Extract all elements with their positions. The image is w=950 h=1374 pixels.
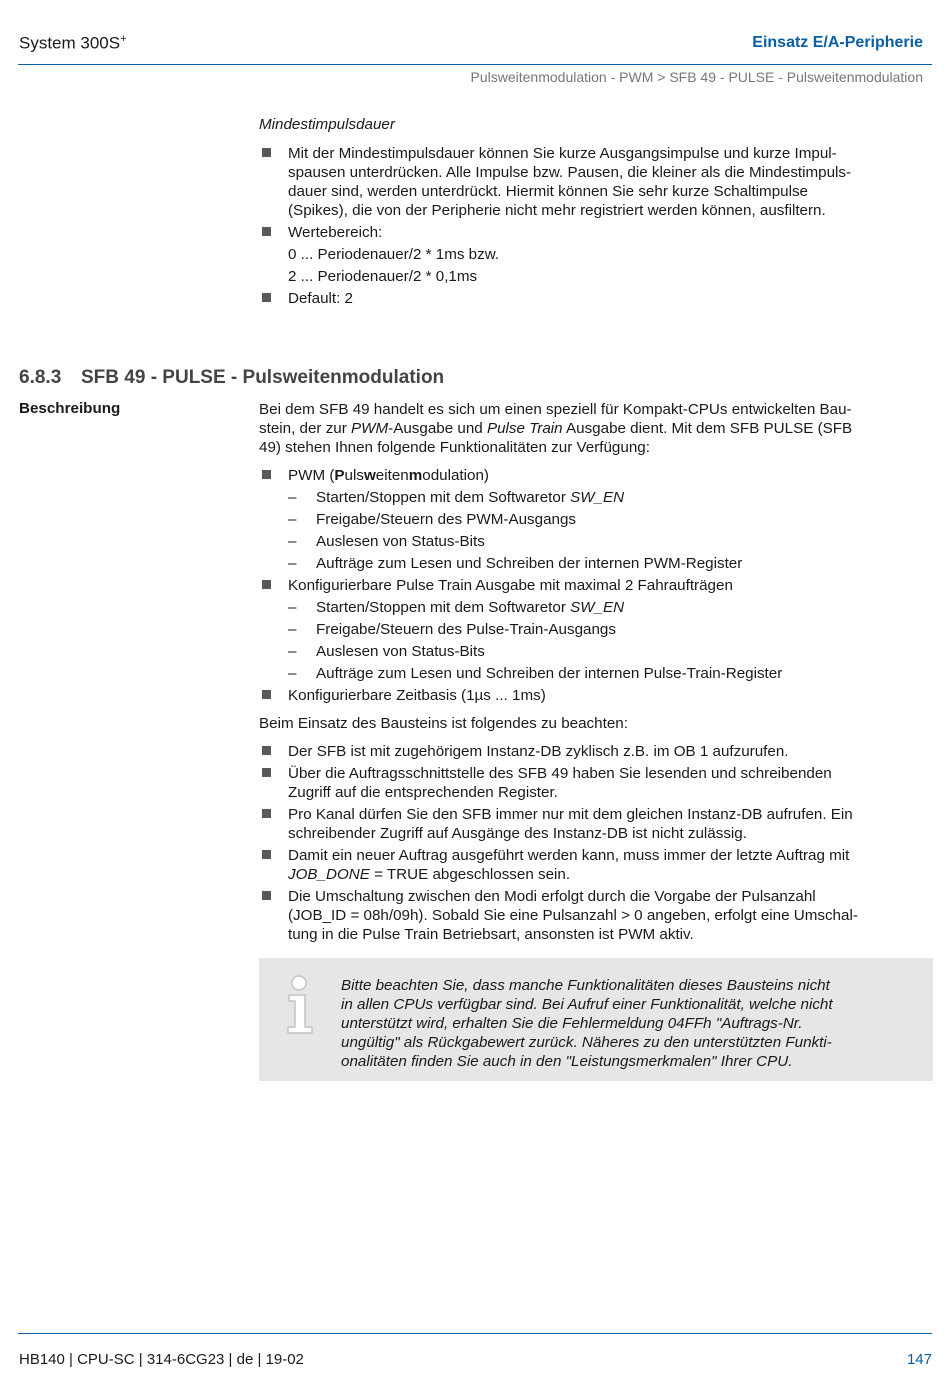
range-value: 0 ... Periodenauer/2 * 1ms bzw. [288, 246, 500, 263]
side-label: Beschreibung [19, 400, 121, 417]
bullet-item: Über die Auftragsschnittstelle des SFB 49 haben Sie lesenden und schreibenden Zugriff auf die entsprechenden Register. [259, 764, 927, 802]
notice-intro: Beim Einsatz des Bausteins ist folgendes zu beachten: [259, 715, 628, 732]
sub-item: – Aufträge zum Lesen und Schreiben der internen PWM-Register [288, 555, 743, 572]
description-block [259, 400, 927, 944]
bullet-item: Default: 2 [259, 289, 927, 308]
sub-item: – Auslesen von Status-Bits [288, 643, 485, 660]
bullet-item: Die Umschaltung zwischen den Modi erfolgt durch die Vorgabe der Pulsanzahl (JOB_ID = 08h/09h). Sobald Sie eine Pulsanzahl > 0 angeben, erfolgt eine Umschal- tung in die Pulse Train Betriebsart, ansonsten ist PWM aktiv. [259, 887, 927, 944]
range-value: 2 ... Periodenauer/2 * 0,1ms [288, 268, 478, 285]
sub-item: – Auslesen von Status-Bits [288, 533, 485, 550]
header-rule [18, 64, 932, 65]
sub-item: – Starten/Stoppen mit dem Softwaretor SW_EN [288, 489, 625, 506]
section-heading [19, 367, 444, 389]
bullet-item: Konfigurierbare Pulse Train Ausgabe mit maximal 2 Fahraufträgen [259, 576, 927, 595]
footer-rule [18, 1333, 932, 1334]
section-number: 6.8.3 [19, 367, 62, 388]
bullet-item: Konfigurierbare Zeitbasis (1µs ... 1ms) [259, 686, 927, 705]
footer-doc-id: HB140 | CPU-SC | 314-6CG23 | de | 19-02 [19, 1351, 304, 1368]
sub-item: – Freigabe/Steuern des PWM-Ausgangs [288, 511, 577, 528]
page-number: 147 [906, 1351, 932, 1368]
sub-item: – Starten/Stoppen mit dem Softwaretor SW_EN [288, 599, 625, 616]
bullet-item: Pro Kanal dürfen Sie den SFB immer nur mit dem gleichen Instanz-DB aufrufen. Ein schreibender Zugriff auf Ausgänge des Instanz-DB ist nicht zulässig. [259, 805, 927, 843]
bullet-item: Wertebereich: [259, 223, 927, 242]
breadcrumb: Pulsweitenmodulation - PWM > SFB 49 - PULSE - Pulsweitenmodulation [470, 69, 923, 85]
section-title: SFB 49 - PULSE - Pulsweitenmodulation [81, 367, 445, 388]
product-superscript: + [120, 33, 127, 45]
bullet-item: Der SFB ist mit zugehörigem Instanz-DB zyklisch z.B. im OB 1 aufzurufen. [259, 742, 927, 761]
min-pulse-block [259, 115, 927, 308]
intro-paragraph: Bei dem SFB 49 handelt es sich um einen speziell für Kompakt-CPUs entwickelten Bau- stein, der zur PWM-Ausgabe und Pulse Train Ausgabe dient. Mit dem SFB PULSE (SFB 49) stehen Ihnen folgende Funktionalitäten zur Verfügung: [259, 401, 853, 456]
bullet-item: PWM (Pulsweitenmodulation) [259, 466, 927, 485]
header-product: System 300S+ [19, 33, 127, 53]
header-chapter: Einsatz E/A-Peripherie [752, 34, 923, 51]
sub-item: – Aufträge zum Lesen und Schreiben der internen Pulse-Train-Register [288, 665, 783, 682]
sub-item: – Freigabe/Steuern des Pulse-Train-Ausgangs [288, 621, 616, 638]
info-note-box [259, 958, 933, 1081]
info-icon [283, 975, 319, 1035]
subheading: Mindestimpulsdauer [259, 116, 395, 133]
info-note-text: Bitte beachten Sie, dass manche Funktionalitäten dieses Bausteins nicht in allen CPUs verfügbar sind. Bei Aufruf einer Funktionalität, welche nicht unterstützt wird, erhalten Sie die Fehlermeldung 04FFh "Auftrags-Nr. ungültig" als Rückgabewert zurück. Näheres zu den unterstützten Funkti- onalitäten finden Sie auch in den "Leistungsmerkmalen" Ihrer CPU. [341, 977, 833, 1070]
bullet-item: Damit ein neuer Auftrag ausgeführt werden kann, muss immer der letzte Auftrag mit JOB_DONE = TRUE abgeschlossen sein. [259, 846, 927, 884]
bullet-item: Mit der Mindestimpulsdauer können Sie kurze Ausgangsimpulse und kurze Impul- spausen unterdrücken. Alle Impulse bzw. Pausen, die kleiner als die Mindestimpuls- dauer sind, werden unterdrückt. Hiermit können Sie sehr kurze Schaltimpulse (Spikes), die von der Peripherie nicht mehr registriert werden können, ausfiltern. [259, 144, 927, 220]
